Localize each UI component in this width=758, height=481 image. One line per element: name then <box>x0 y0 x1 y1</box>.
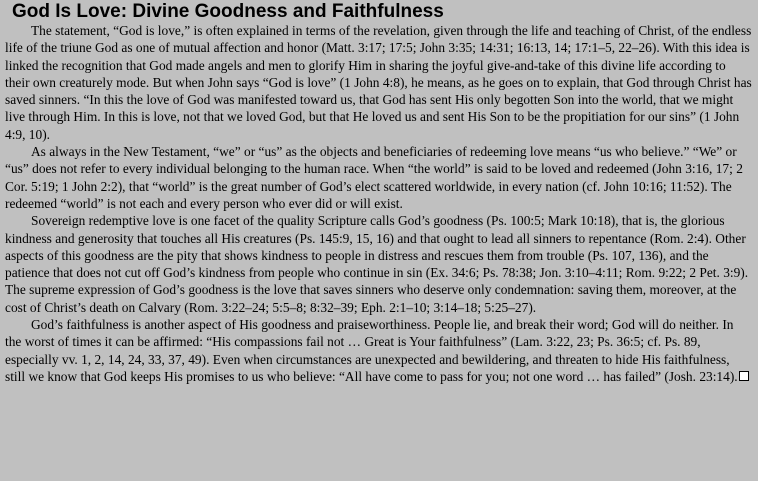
article-paragraph-1: The statement, “God is love,” is often explained in terms of the revelation, given through the life and teaching of Christ, of the endless life of the triune God as one of mutual affection and honor (Matt. 3:17; 17:5; John 3:35; 14:31; 16:13, 14; 17:1–5, 22–26). With this idea is linked the recognition that God made angels and men to glorify Him in sharing the joyful give-and-take of this divine life according to their own creaturely mode. But when John says “God is love” (1 John 4:8), he means, as he goes on to explain, that God through Christ has saved sinners. “In this the love of God was manifested toward us, that God has sent His only begotten Son into the world, that we might live through Him. In this is love, not that we loved God, but that He loved us and sent His Son to be the propitiation for our sins” (1 John 4:9, 10). <box>5 23 752 142</box>
article-title: God Is Love: Divine Goodness and Faithfulness <box>12 1 444 22</box>
article-paragraph-3: Sovereign redemptive love is one facet of the quality Scripture calls God’s goodness (Ps. 100:5; Mark 10:18), that is, the glorious kindness and generosity that touches all His creatures (Ps. 145:9, 15, 16) and that ought to lead all sinners to repentance (Rom. 2:4). Other aspects of this goodness are the pity that shows kindness to people in distress and rescues them from trouble (Ps. 107, 136), and the patience that does not cut off God’s kindness from people who continue in sin (Ex. 34:6; Ps. 78:38; Jon. 3:10–4:11; Rom. 9:22; 2 Pet. 3:9). The supreme expression of God’s goodness is the love that saves sinners who deserve only condemnation: saving them, moreover, at the cost of Christ’s death on Calvary (Rom. 3:22–24; 5:5–8; 8:32–39; Eph. 2:1–10; 3:14–18; 5:25–27). <box>5 213 749 315</box>
article-paragraph-2: As always in the New Testament, “we” or “us” as the objects and beneficiaries of redeeming love means “us who believe.” “We” or “us” does not refer to every individual belonging to the human race. When “the world” is said to be loved and redeemed (John 3:16, 17; 2 Cor. 5:19; 1 John 2:2), that “world” is the great number of God’s elect scattered worldwide, in every nation (cf. John 10:16; 11:52). The redeemed “world” is not each and every person who ever did or will exist. <box>5 144 743 211</box>
article-paragraph-4-text: God’s faithfulness is another aspect of His goodness and praiseworthiness. People lie, and break their word; God will do neither. In the worst of times it can be affirmed: “His compassions fail not … Great is Your faithfulness” (Lam. 3:22, 23; Ps. 36:5; cf. Ps. 89, especially vv. 1, 2, 14, 24, 33, 37, 49). Even when circumstances are unexpected and bewildering, and threaten to hide His faithfulness, still we know that God keeps His promises to us who believe: “All have come to pass for you; not one word … has failed” (Josh. 23:14). <box>5 317 738 384</box>
end-of-article-box-icon <box>739 371 749 381</box>
article-paragraph-4 <box>5 316 753 385</box>
